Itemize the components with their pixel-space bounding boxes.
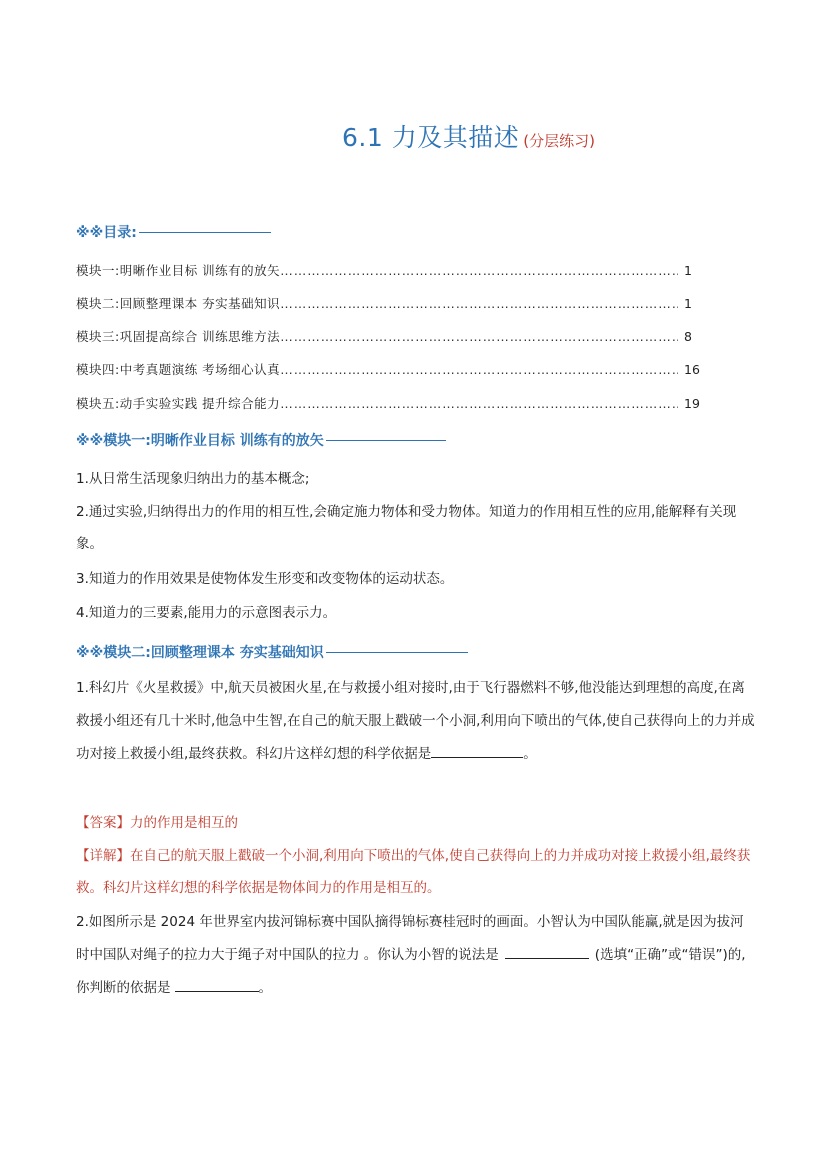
toc-item-4[interactable] [76, 360, 712, 378]
toc-item-page: 8 [684, 329, 692, 344]
toc-item-page: 1 [684, 296, 692, 311]
toc-item-label: 模块一:明晰作业目标 训练有的放矢 [76, 263, 281, 278]
detail-block [76, 840, 756, 904]
detail-tag: 【详解】 [76, 848, 130, 864]
toc-item-3[interactable] [76, 327, 712, 345]
detail-text: 在自己的航天服上戳破一个小洞,利用向下喷出的气体,使自己获得向上的力并成功对接上救援小组,最终获救。科幻片这样幻想的科学依据是物体间力的作用是相互的。 [76, 848, 751, 896]
toc-item-1[interactable] [76, 261, 712, 279]
goal-4: 4.知道力的三要素,能用力的示意图表示力。 [76, 605, 337, 621]
toc-heading-text: ※※目录: [76, 225, 137, 241]
question-2 [76, 906, 756, 1005]
toc-item-page: 1 [684, 263, 692, 278]
toc-item-label: 模块三:巩固提高综合 训练思维方法 [76, 329, 281, 344]
goal-1: 1.从日常生活现象归纳出力的基本概念; [76, 471, 310, 487]
toc-item-label: 模块五:动手实验实践 提升综合能力 [76, 396, 281, 411]
question-1 [76, 672, 756, 771]
module2-heading [76, 642, 468, 662]
toc-leader-dots [280, 263, 678, 278]
goal-2: 2.通过实验,归纳得出力的作用的相互性,会确定施力物体和受力物体。知道力的作用相互性的应用,能解释有关现象。 [76, 504, 737, 552]
toc-item-5[interactable] [76, 394, 712, 412]
answer-blank[interactable] [431, 743, 523, 758]
module2-heading-text: ※※模块二:回顾整理课本 夯实基础知识 [76, 645, 324, 661]
toc-item-page: 16 [684, 362, 700, 377]
toc-item-label: 模块四:中考真题演练 考场细心认真 [76, 362, 281, 377]
question-2-text-a: 2.如图所示是 2024 年世界室内拔河锦标赛中国队摘得锦标赛桂冠时的画面。小智认为中国队能赢,就是因为拔河时中国队对绳子的拉力大于绳子对中国队的拉力 。你认为小智的说法是 [76, 914, 744, 963]
answer-text: 力的作用是相互的 [130, 815, 238, 831]
title-main: 6.1 力及其描述 [342, 123, 520, 152]
toc-heading [76, 222, 271, 242]
toc-item-page: 19 [684, 396, 700, 411]
question-1-end: 。 [523, 746, 537, 762]
toc-leader-dots [280, 362, 678, 377]
question-2-end: 。 [258, 980, 272, 996]
toc-leader-dots [280, 329, 678, 344]
heading-rule [326, 440, 446, 441]
toc-leader-dots [280, 296, 678, 311]
heading-rule [326, 652, 468, 653]
question-2-text-b: (选填“正确”或“错误”)的,你判断的依据是 [76, 947, 746, 996]
toc-item-2[interactable] [76, 294, 712, 312]
toc-leader-dots [280, 396, 678, 411]
heading-rule [139, 232, 271, 233]
answer-line [76, 806, 756, 840]
answer-tag: 【答案】 [76, 815, 130, 831]
answer-blank[interactable] [175, 977, 259, 992]
page-title [0, 118, 827, 154]
question-1-text: 1.科幻片《火星救援》中,航天员被困火星,在与救援小组对接时,由于飞行器燃料不够,他没能达到理想的高度,在离救援小组还有几十米时,他急中生智,在自己的航天服上戳破一个小洞,利用向下喷出的气体,使自己获得向上的力并成功对接上救援小组,最终获救。科幻片这样幻想的科学依据是 [76, 680, 755, 762]
goal-3: 3.知道力的作用效果是使物体发生形变和改变物体的运动状态。 [76, 571, 454, 587]
toc-item-label: 模块二:回顾整理课本 夯实基础知识 [76, 296, 281, 311]
title-sub: (分层练习) [523, 132, 595, 150]
module1-heading-text: ※※模块一:明晰作业目标 训练有的放矢 [76, 433, 324, 449]
answer-blank[interactable] [505, 944, 589, 959]
module1-heading [76, 430, 446, 450]
